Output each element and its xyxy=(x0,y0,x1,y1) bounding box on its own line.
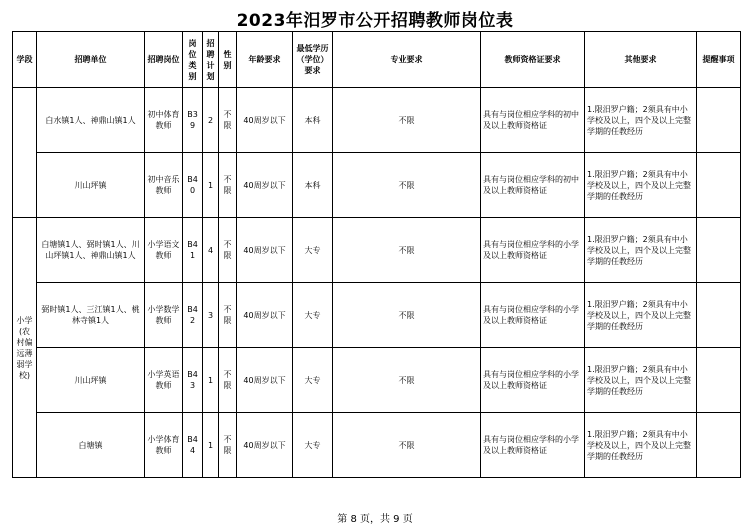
header-unit: 招聘单位 xyxy=(37,32,145,88)
stage-cell-primary: 小学(农村偏远薄弱学校) xyxy=(13,218,37,478)
cell-major: 不限 xyxy=(333,413,481,478)
cell-edu: 大专 xyxy=(293,348,333,413)
cell-age: 40周岁以下 xyxy=(237,88,293,153)
cell-plan: 1 xyxy=(203,348,219,413)
header-note: 提醒事项 xyxy=(697,32,741,88)
header-row xyxy=(13,32,741,88)
cell-code: B40 xyxy=(183,153,203,218)
cell-note xyxy=(697,153,741,218)
cell-cert: 具有与岗位相应学科的小学及以上教师资格证 xyxy=(481,413,585,478)
cell-plan: 4 xyxy=(203,218,219,283)
cell-other: 1.限汨罗户籍；2须具有中小学校及以上，四个及以上完整学期的任教经历 xyxy=(585,153,697,218)
cell-unit: 白水镇1人、神鼎山镇1人 xyxy=(37,88,145,153)
cell-note xyxy=(697,88,741,153)
cell-cert: 具有与岗位相应学科的小学及以上教师资格证 xyxy=(481,348,585,413)
cell-other: 1.限汨罗户籍；2须具有中小学校及以上，四个及以上完整学期的任教经历 xyxy=(585,348,697,413)
cell-other: 1.限汨罗户籍；2须具有中小学校及以上，四个及以上完整学期的任教经历 xyxy=(585,88,697,153)
cell-edu: 本科 xyxy=(293,88,333,153)
page-title: 2023年汨罗市公开招聘教师岗位表 xyxy=(236,11,514,31)
cell-cert: 具有与岗位相应学科的初中及以上教师资格证 xyxy=(481,153,585,218)
header-code: 岗位类别 xyxy=(183,32,203,88)
table-row xyxy=(13,218,741,283)
cell-unit: 川山坪镇 xyxy=(37,348,145,413)
cell-other: 1.限汨罗户籍；2须具有中小学校及以上，四个及以上完整学期的任教经历 xyxy=(585,218,697,283)
table-row xyxy=(13,88,741,153)
header-edu: 最低学历（学位）要求 xyxy=(293,32,333,88)
cell-note xyxy=(697,413,741,478)
cell-code: B44 xyxy=(183,413,203,478)
cell-post: 小学数学教师 xyxy=(145,283,183,348)
cell-note xyxy=(697,348,741,413)
cell-age: 40周岁以下 xyxy=(237,413,293,478)
cell-major: 不限 xyxy=(333,88,481,153)
cell-other: 1.限汨罗户籍；2须具有中小学校及以上，四个及以上完整学期的任教经历 xyxy=(585,413,697,478)
page-footer: 第 8 页，共 9 页 xyxy=(337,514,413,525)
cell-cert: 具有与岗位相应学科的小学及以上教师资格证 xyxy=(481,283,585,348)
header-cert: 教师资格证要求 xyxy=(481,32,585,88)
cell-major: 不限 xyxy=(333,283,481,348)
header-other: 其他要求 xyxy=(585,32,697,88)
recruitment-table xyxy=(12,31,741,478)
cell-unit: 弼时镇1人、三江镇1人、桃林寺镇1人 xyxy=(37,283,145,348)
cell-plan: 2 xyxy=(203,88,219,153)
cell-note xyxy=(697,218,741,283)
cell-unit: 白塘镇 xyxy=(37,413,145,478)
header-gender: 性别 xyxy=(219,32,237,88)
header-stage: 学段 xyxy=(13,32,37,88)
cell-major: 不限 xyxy=(333,348,481,413)
cell-age: 40周岁以下 xyxy=(237,283,293,348)
cell-edu: 大专 xyxy=(293,413,333,478)
cell-gender: 不限 xyxy=(219,88,237,153)
cell-gender: 不限 xyxy=(219,218,237,283)
table-row xyxy=(13,153,741,218)
cell-gender: 不限 xyxy=(219,153,237,218)
cell-age: 40周岁以下 xyxy=(237,218,293,283)
cell-age: 40周岁以下 xyxy=(237,153,293,218)
cell-unit: 川山坪镇 xyxy=(37,153,145,218)
cell-major: 不限 xyxy=(333,218,481,283)
cell-age: 40周岁以下 xyxy=(237,348,293,413)
cell-other: 1.限汨罗户籍；2须具有中小学校及以上，四个及以上完整学期的任教经历 xyxy=(585,283,697,348)
cell-note xyxy=(697,283,741,348)
cell-gender: 不限 xyxy=(219,283,237,348)
header-plan: 招聘计划 xyxy=(203,32,219,88)
cell-unit: 白塘镇1人、弼时镇1人、川山坪镇1人、神鼎山镇1人 xyxy=(37,218,145,283)
cell-edu: 大专 xyxy=(293,218,333,283)
cell-code: B42 xyxy=(183,283,203,348)
cell-code: B41 xyxy=(183,218,203,283)
cell-code: B39 xyxy=(183,88,203,153)
cell-edu: 大专 xyxy=(293,283,333,348)
cell-post: 初中体育教师 xyxy=(145,88,183,153)
cell-gender: 不限 xyxy=(219,348,237,413)
cell-major: 不限 xyxy=(333,153,481,218)
stage-cell-junior xyxy=(13,88,37,218)
cell-plan: 1 xyxy=(203,153,219,218)
cell-post: 初中音乐教师 xyxy=(145,153,183,218)
header-age: 年龄要求 xyxy=(237,32,293,88)
header-major: 专业要求 xyxy=(333,32,481,88)
table-row xyxy=(13,283,741,348)
cell-edu: 本科 xyxy=(293,153,333,218)
cell-plan: 1 xyxy=(203,413,219,478)
cell-code: B43 xyxy=(183,348,203,413)
header-post: 招聘岗位 xyxy=(145,32,183,88)
cell-cert: 具有与岗位相应学科的初中及以上教师资格证 xyxy=(481,88,585,153)
table-row xyxy=(13,348,741,413)
cell-post: 小学体育教师 xyxy=(145,413,183,478)
cell-cert: 具有与岗位相应学科的小学及以上教师资格证 xyxy=(481,218,585,283)
table-row xyxy=(13,413,741,478)
cell-post: 小学英语教师 xyxy=(145,348,183,413)
cell-gender: 不限 xyxy=(219,413,237,478)
cell-plan: 3 xyxy=(203,283,219,348)
cell-post: 小学语文教师 xyxy=(145,218,183,283)
